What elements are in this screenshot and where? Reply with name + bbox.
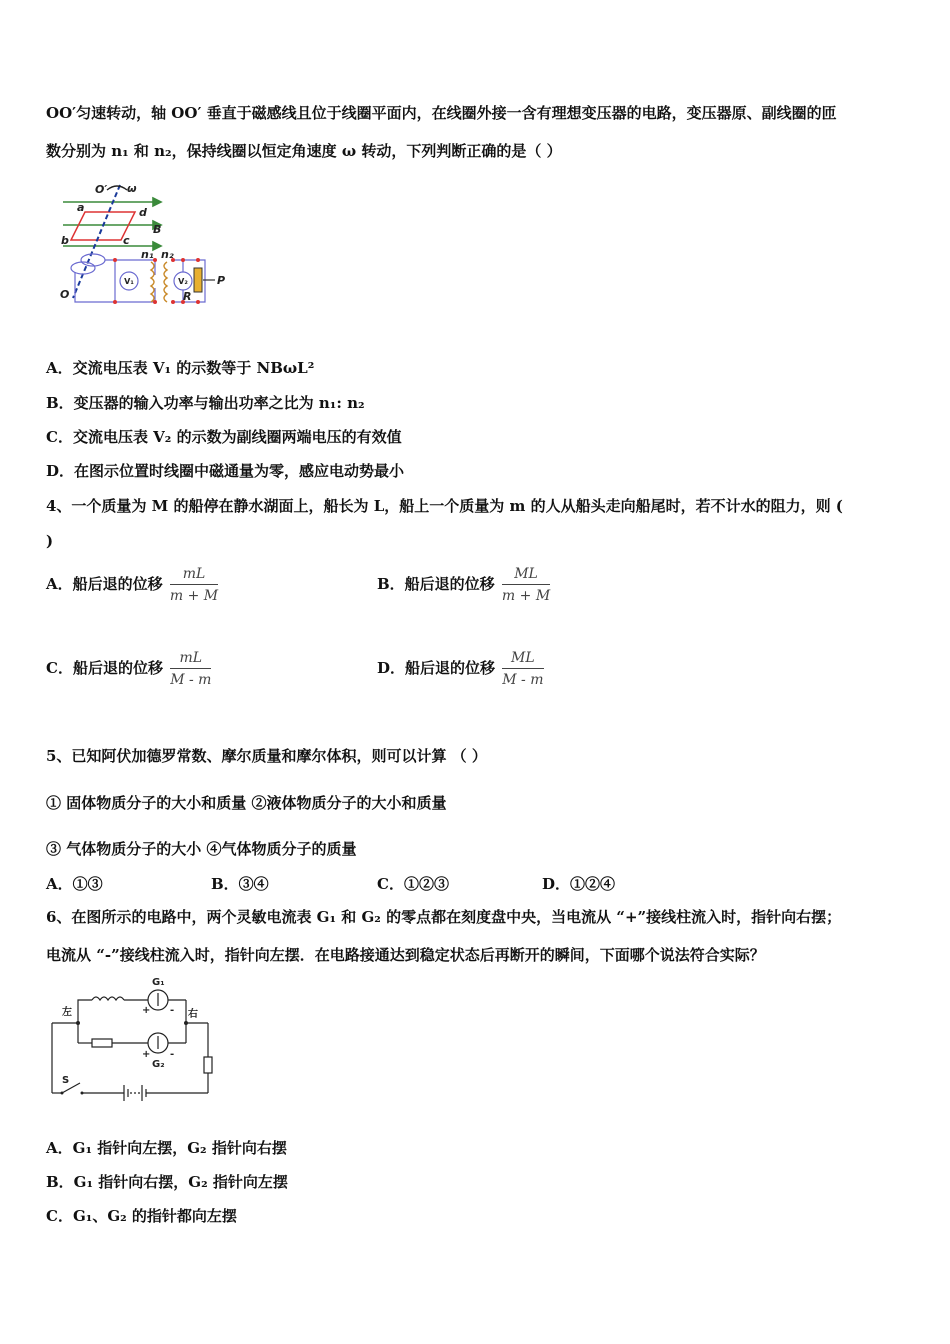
label-g2: G₂ xyxy=(152,1059,165,1070)
q5-items-line1: ① 固体物质分子的大小和质量 ②液体物质分子的大小和质量 xyxy=(46,794,447,812)
q3-option-b: B．变压器的输入功率与输出功率之比为 n₁: n₂ xyxy=(46,394,365,412)
q4-option-d xyxy=(377,650,544,688)
q4-option-b-den: m + M xyxy=(501,588,551,604)
label-O: O xyxy=(60,288,70,301)
q4-option-b xyxy=(377,566,550,604)
label-g1-plus: + xyxy=(142,1005,151,1016)
q3-option-d: D．在图示位置时线圈中磁通量为零，感应电动势最小 xyxy=(46,462,405,480)
label-n2: n₂ xyxy=(161,248,174,261)
resistor-middle xyxy=(92,1039,112,1047)
q4-option-c-num: mL xyxy=(170,650,211,669)
label-b: b xyxy=(61,234,69,247)
q4-option-c xyxy=(46,650,211,688)
resistor-r xyxy=(194,268,202,292)
q4-option-c-fraction xyxy=(170,650,211,688)
q3-stem-line2: 数分别为 n₁ 和 n₂，保持线圈以恒定角速度 ω 转动，下列判断正确的是（ ） xyxy=(46,142,562,160)
label-g2-plus: + xyxy=(142,1049,151,1060)
label-left: 左 xyxy=(62,1007,72,1018)
q6-stem-line2: 电流从 “-”接线柱流入时，指针向左摆．在电路接通达到稳定状态后再断开的瞬间，下面哪个说法符合实际？ xyxy=(46,946,765,964)
q4-option-d-num: ML xyxy=(502,650,543,669)
label-O-top: O′ xyxy=(95,183,108,196)
q5-option-d: D．①②④ xyxy=(542,875,616,893)
label-right: 右 xyxy=(188,1009,198,1020)
label-V1: V₁ xyxy=(124,277,134,286)
q6-circuit-figure xyxy=(50,975,220,1105)
q3-generator-circuit-figure xyxy=(55,180,235,310)
q4-option-a-fraction xyxy=(170,566,218,604)
label-c: c xyxy=(123,234,130,247)
q4-stem-line1: 4、一个质量为 M 的船停在静水湖面上，船长为 L，船上一个质量为 m 的人从船头走向船尾时，若不计水的阻力，则 ( xyxy=(46,497,843,515)
q4-option-a-num: mL xyxy=(170,566,218,585)
label-V2: V₂ xyxy=(178,277,188,286)
q4-option-d-fraction xyxy=(502,650,543,688)
resistor-right xyxy=(204,1057,212,1073)
q4-option-b-num: ML xyxy=(502,566,550,585)
label-a: a xyxy=(77,201,85,214)
q6-option-b: B．G₁ 指针向右摆，G₂ 指针向左摆 xyxy=(46,1173,288,1191)
label-omega: ω xyxy=(127,182,137,195)
label-n1: n₁ xyxy=(141,248,154,261)
q4-option-a-den: m + M xyxy=(169,588,219,604)
q4-stem-line2: ) xyxy=(46,532,54,550)
q4-option-c-den: M - m xyxy=(170,672,212,688)
label-g2-minus: - xyxy=(170,1049,175,1060)
q4-option-d-den: M - m xyxy=(502,672,544,688)
q4-option-a-label: A．船后退的位移 xyxy=(46,575,163,593)
q5-option-b: B．③④ xyxy=(211,875,269,893)
q5-option-c: C．①②③ xyxy=(377,875,449,893)
inductor-coil xyxy=(92,997,124,1000)
q6-option-c: C．G₁、G₂ 的指针都向左摆 xyxy=(46,1207,237,1225)
q6-option-a: A．G₁ 指针向左摆，G₂ 指针向右摆 xyxy=(46,1139,287,1157)
q3-stem-line1: OO′匀速转动，轴 OO′ 垂直于磁感线且位于线圈平面内，在线圈外接一含有理想变压器的电路，变压器原、副线圈的匝 xyxy=(46,104,837,122)
q6-stem-line1: 6、在图所示的电路中，两个灵敏电流表 G₁ 和 G₂ 的零点都在刻度盘中央，当电流从 “+”接线柱流入时，指针向右摆； xyxy=(46,908,842,926)
q4-option-b-fraction xyxy=(502,566,550,604)
q3-option-a: A．交流电压表 V₁ 的示数等于 NBωL² xyxy=(46,359,315,377)
q5-stem: 5、已知阿伏加德罗常数、摩尔质量和摩尔体积，则可以计算 （ ） xyxy=(46,747,487,765)
label-R: R xyxy=(183,290,192,303)
label-g1-minus: - xyxy=(170,1005,175,1016)
q4-option-a xyxy=(46,566,218,604)
q4-option-b-label: B．船后退的位移 xyxy=(377,575,495,593)
label-g1: G₁ xyxy=(152,977,165,988)
q5-items-line2: ③ 气体物质分子的大小 ④气体物质分子的质量 xyxy=(46,840,357,858)
q5-option-a: A．①③ xyxy=(46,875,103,893)
q3-option-c: C．交流电压表 V₂ 的示数为副线圈两端电压的有效值 xyxy=(46,428,402,446)
label-s: S xyxy=(62,1075,70,1086)
label-B: B xyxy=(153,223,162,236)
label-d: d xyxy=(139,206,147,219)
label-P: P xyxy=(217,274,226,287)
q4-option-c-label: C．船后退的位移 xyxy=(46,659,163,677)
q4-option-d-label: D．船后退的位移 xyxy=(377,659,496,677)
